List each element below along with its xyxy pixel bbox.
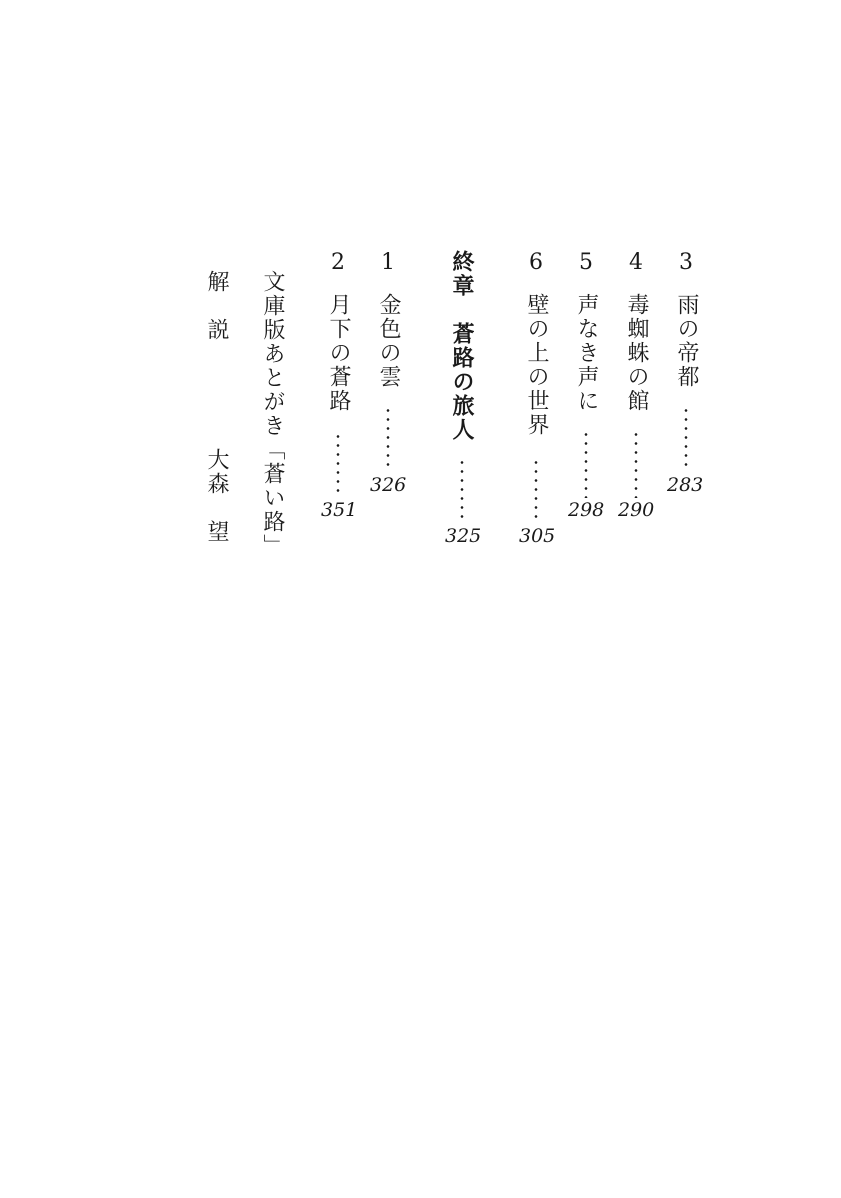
entry-number: 6 xyxy=(529,250,543,275)
entry-title: 毒蜘蛛の館 xyxy=(624,293,649,413)
dot-leader xyxy=(534,458,538,522)
page-number: 326 xyxy=(370,474,407,496)
page-number: 290 xyxy=(618,499,655,521)
dot-leader xyxy=(684,406,688,471)
dot-leader xyxy=(634,430,638,498)
page-number: 351 xyxy=(321,499,358,521)
entry-number: 3 xyxy=(679,250,693,275)
entry-title: 声なき声に xyxy=(574,293,599,413)
entry-title: 月下の蒼路 xyxy=(326,293,351,413)
dot-leader xyxy=(386,406,390,471)
page-number: 283 xyxy=(667,474,704,496)
entry-title: 金色の雲 xyxy=(376,293,401,389)
dot-leader xyxy=(460,458,464,522)
entry-title: 壁の上の世界 xyxy=(524,293,549,437)
commentary-author: 大森 望 xyxy=(204,448,229,544)
commentary-label: 解 説 xyxy=(204,270,229,342)
page-number: 325 xyxy=(445,525,482,547)
afterword-title: 文庫版あとがき「蒼い路」 xyxy=(260,270,285,558)
entry-number: 4 xyxy=(629,250,643,275)
dot-leader xyxy=(336,432,340,498)
final-chapter-label: 終章 xyxy=(449,250,475,298)
entry-number: 5 xyxy=(579,250,593,275)
entry-title: 雨の帝都 xyxy=(674,293,699,389)
page-number: 298 xyxy=(568,499,605,521)
entry-number: 2 xyxy=(331,250,345,275)
dot-leader xyxy=(584,430,588,498)
final-chapter-title: 蒼路の旅人 xyxy=(449,322,475,442)
page-number: 305 xyxy=(519,525,556,547)
entry-number: 1 xyxy=(381,250,395,275)
